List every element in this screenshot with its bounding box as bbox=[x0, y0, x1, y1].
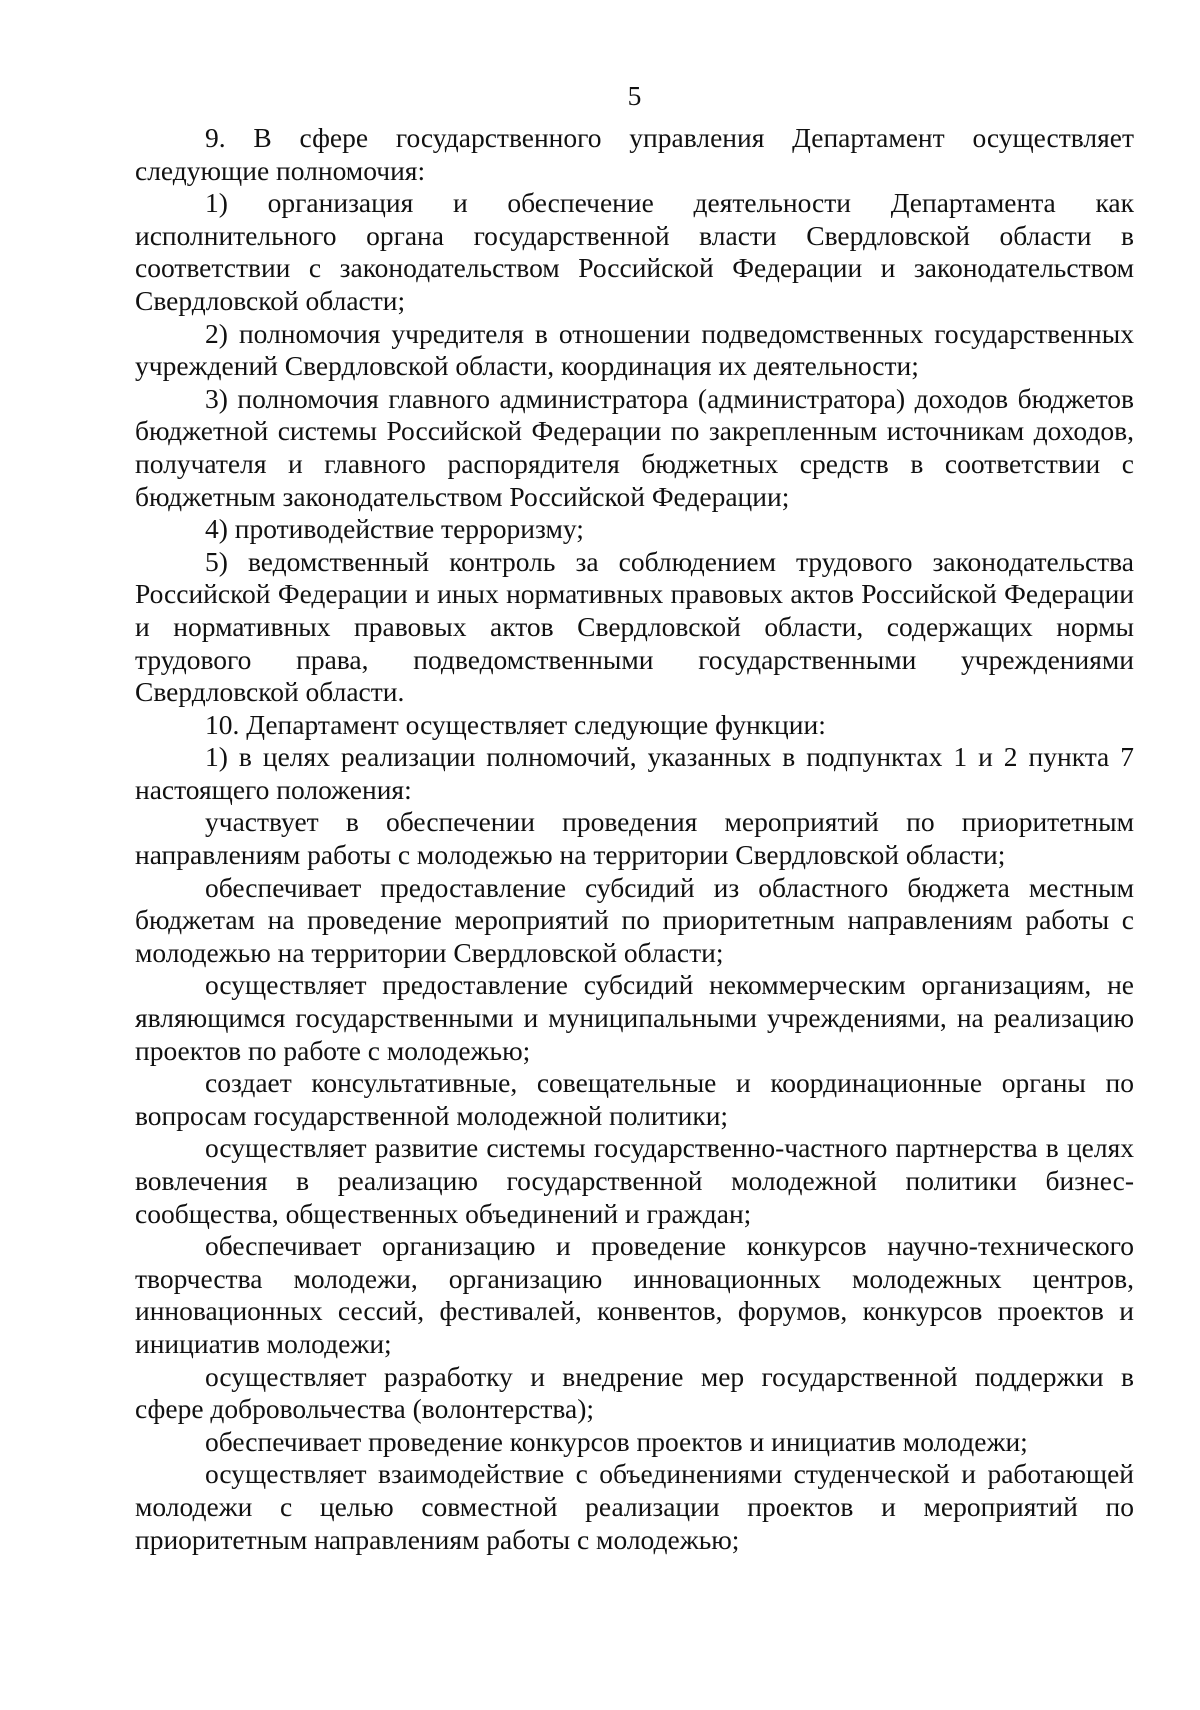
function-item: осуществляет развитие системы государственно-частного партнерства в целях вовлечения в реализацию государственной молодежной политики бизнес-сообщества, общественных объединений и граждан; bbox=[135, 1132, 1134, 1229]
function-item: осуществляет предоставление субсидий некоммерческим организациям, не являющимся государственными и муниципальными учреждениями, на реализацию проектов по работе с молодежью; bbox=[135, 969, 1134, 1066]
paragraph-9-item-3: 3) полномочия главного администратора (администратора) доходов бюджетов бюджетной системы Российской Федерации по закрепленным источникам доходов, получателя и главного распорядителя бюджетных средств в соответствии с бюджетным законодательством Российской Федерации; bbox=[135, 382, 1134, 512]
function-item: обеспечивает проведение конкурсов проектов и инициатив молодежи; bbox=[205, 1425, 1028, 1457]
paragraph-9: 9. В сфере государственного управления Департамент осуществляет следующие полномочия: bbox=[135, 122, 1134, 186]
function-item: осуществляет разработку и внедрение мер государственной поддержки в сфере добровольчества (волонтерства); bbox=[135, 1360, 1134, 1425]
paragraph-9-item-2: 2) полномочия учредителя в отношении подведомственных государственных учреждений Свердловской области, координация их деятельности; bbox=[135, 317, 1134, 382]
function-item: создает консультативные, совещательные и координационные органы по вопросам государственной молодежной политики; bbox=[135, 1067, 1134, 1131]
function-item: осуществляет взаимодействие с объединениями студенческой и работающей молодежи с целью совместной реализации проектов и мероприятий по приоритетным направлениям работы с молодежью; bbox=[135, 1458, 1134, 1555]
paragraph-9-item-5: 5) ведомственный контроль за соблюдением трудового законодательства Российской Федерации и иных нормативных правовых актов Российской Федерации и нормативных правовых актов Свердловской области, содержащих нормы трудового права, подведомственными государственными учреждениями Свердловской области. bbox=[135, 545, 1134, 708]
paragraph-10-item-1: 1) в целях реализации полномочий, указанных в подпунктах 1 и 2 пункта 7 настоящего положения: bbox=[135, 741, 1134, 805]
function-item: обеспечивает организацию и проведение конкурсов научно-технического творчества молодежи, организацию инновационных молодежных центров, инновационных сессий, фестивалей, конвентов, форумов, конкурсов проектов и инициатив молодежи; bbox=[135, 1230, 1134, 1359]
paragraph-9-item-1: 1) организация и обеспечение деятельности Департамента как исполнительного органа государственной власти Свердловской области в соответствии с законодательством Российской Федерации и законодательством Свердловской области; bbox=[135, 187, 1134, 316]
function-item: участвует в обеспечении проведения мероприятий по приоритетным направлениям работы с молодежью на территории Свердловской области; bbox=[135, 806, 1134, 871]
page-number: 5 bbox=[627, 80, 642, 111]
paragraph-10: 10. Департамент осуществляет следующие функции: bbox=[205, 708, 826, 740]
document-page bbox=[135, 80, 1134, 1556]
function-item: обеспечивает предоставление субсидий из областного бюджета местным бюджетам на проведение мероприятий по приоритетным направлениям работы с молодежью на территории Свердловской области; bbox=[135, 871, 1134, 968]
paragraph-9-item-4: 4) противодействие терроризму; bbox=[205, 513, 584, 545]
